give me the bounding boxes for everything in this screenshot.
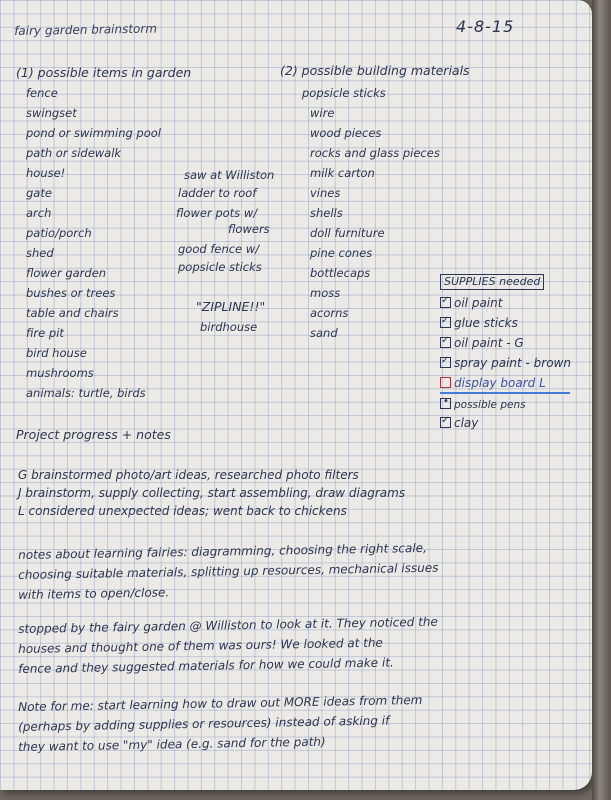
visit-note-line: stopped by the fairy garden @ Williston to look at it. They noticed the <box>18 614 438 636</box>
visit-note-line: fence and they suggested materials for how we could make it. <box>18 655 394 676</box>
list-item: shed <box>26 246 54 260</box>
checkbox-checked-icon <box>440 357 451 368</box>
list-item: animals: turtle, birds <box>26 386 146 400</box>
list-item: popsicle sticks <box>302 86 386 100</box>
learning-note-line: with items to open/close. <box>18 585 170 602</box>
williston-item: ladder to roof <box>178 186 257 200</box>
note-for-me-line: (perhaps by adding supplies or resources) instead of asking if <box>18 713 390 734</box>
williston-item: flower pots w/ <box>176 206 258 220</box>
supply-item <box>440 398 526 412</box>
learning-note-line: notes about learning fairies: diagramming, choosing the right scale, <box>18 540 427 562</box>
list-item: vines <box>310 186 341 200</box>
list-item: house! <box>26 166 66 180</box>
williston-item: popsicle sticks <box>178 260 262 274</box>
list-item: fence <box>26 86 58 100</box>
williston-item: saw at Williston <box>184 168 275 182</box>
list-item: moss <box>310 286 341 300</box>
supply-label: spray paint - brown <box>454 356 571 370</box>
note-for-me-line: Note for me: start learning how to draw out MORE ideas from them <box>18 692 423 714</box>
list-item: mushrooms <box>26 366 94 380</box>
list-item: wire <box>310 106 335 120</box>
supply-label: oil paint - G <box>454 336 524 350</box>
progress-line: G brainstormed photo/art ideas, researched photo filters <box>18 468 359 482</box>
progress-line: J brainstorm, supply collecting, start assembling, draw diagrams <box>18 486 406 500</box>
list-item: gate <box>26 186 52 200</box>
progress-line: L considered unexpected ideas; went back to chickens <box>18 504 347 518</box>
checkbox-dot-icon <box>440 398 451 409</box>
supply-label: clay <box>454 416 479 430</box>
checkbox-empty-icon <box>440 377 451 388</box>
list-item: arch <box>26 206 52 220</box>
williston-item: "ZIPLINE!!" <box>196 299 266 314</box>
list-item: swingset <box>26 106 77 120</box>
list-item: rocks and glass pieces <box>310 146 440 160</box>
list-item: pine cones <box>310 246 373 260</box>
supplies-heading: SUPPLIES needed <box>440 274 544 290</box>
checkbox-checked-icon <box>440 297 451 308</box>
learning-note-line: choosing suitable materials, splitting up resources, mechanical issues <box>18 560 439 582</box>
list1-heading: (1) possible items in garden <box>16 65 192 80</box>
note-for-me-line: they want to use "my" idea (e.g. sand for the path) <box>18 734 326 754</box>
supply-item <box>440 316 518 330</box>
list-item: patio/porch <box>26 226 92 240</box>
list-item: milk carton <box>310 166 375 180</box>
supply-label: glue sticks <box>454 316 518 330</box>
list-item: doll furniture <box>310 226 385 240</box>
list-item: acorns <box>310 306 349 320</box>
list-item: bird house <box>26 346 87 360</box>
williston-item: good fence w/ <box>178 242 260 256</box>
checkbox-checked-icon <box>440 337 451 348</box>
supply-label: oil paint <box>454 296 503 310</box>
highlight-underline <box>440 392 570 394</box>
supply-item <box>440 416 478 430</box>
supply-label: display board L <box>454 376 546 390</box>
williston-item: flowers <box>228 222 270 236</box>
list-item: bottlecaps <box>310 266 371 280</box>
notebook-spine <box>592 0 611 800</box>
list-item: wood pieces <box>310 126 382 140</box>
list-item: table and chairs <box>26 306 119 320</box>
list-item: fire pit <box>26 326 64 340</box>
list2-heading: (2) possible building materials <box>280 63 470 78</box>
list-item: pond or swimming pool <box>26 126 162 140</box>
page-title: fairy garden brainstorm <box>14 21 158 38</box>
page-date: 4-8-15 <box>456 17 515 36</box>
list-item: flower garden <box>26 266 107 280</box>
supply-item <box>440 376 546 390</box>
williston-item: birdhouse <box>200 320 258 334</box>
progress-heading: Project progress + notes <box>16 427 171 442</box>
list-item: path or sidewalk <box>26 146 122 160</box>
supply-item <box>440 296 502 310</box>
supply-label: possible pens <box>454 399 526 411</box>
supply-item <box>440 356 571 370</box>
checkbox-checked-icon <box>440 417 451 428</box>
checkbox-checked-icon <box>440 317 451 328</box>
visit-note-line: houses and thought one of them was ours! We looked at the <box>18 635 384 656</box>
list-item: shells <box>310 206 343 220</box>
supply-item <box>440 336 524 350</box>
list-item: sand <box>310 326 338 340</box>
list-item: bushes or trees <box>26 286 116 300</box>
